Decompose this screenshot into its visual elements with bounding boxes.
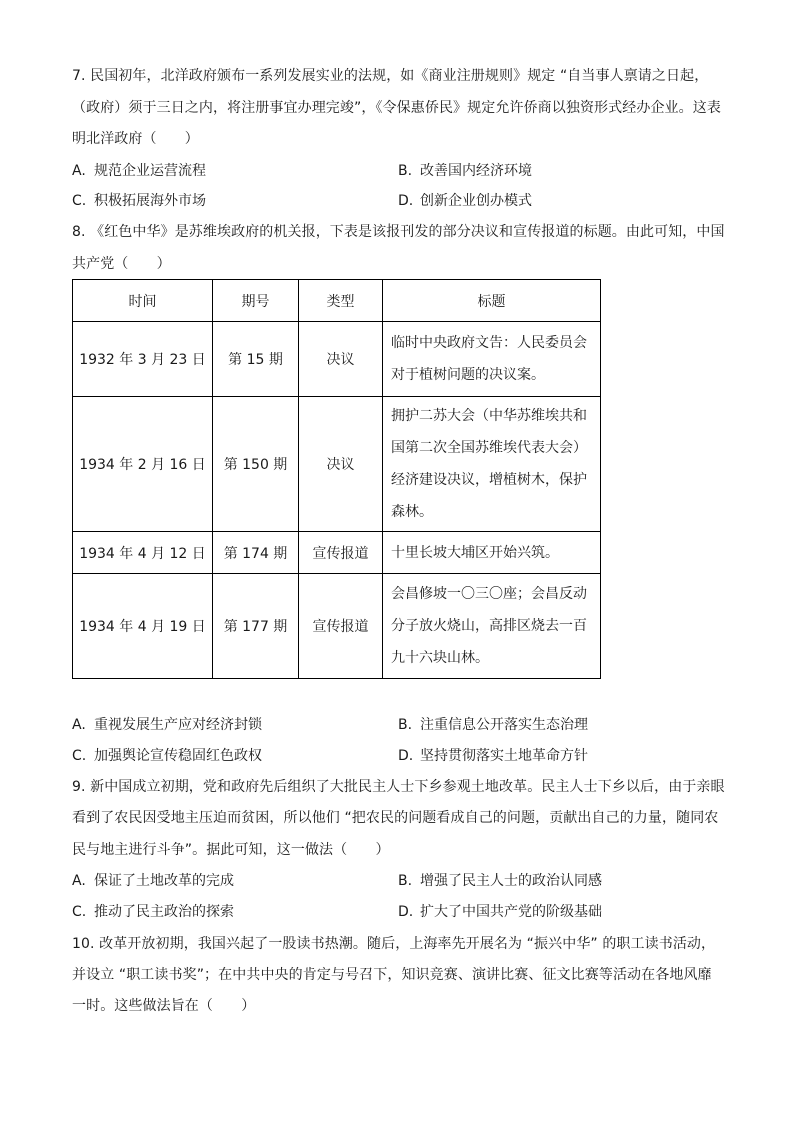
option-key: A.	[72, 163, 86, 179]
cell-title	[383, 574, 601, 679]
q8-stem-line-1: 8. 《红色中华》是苏维埃政府的机关报，下表是该报刊发的部分决议和宣传报道的标题。由此可知，中国	[72, 224, 725, 240]
option-text: 加强舆论宣传稳固红色政权	[94, 748, 262, 764]
q9-option-b[interactable]	[398, 871, 602, 891]
option-key: A.	[72, 873, 86, 889]
cell-date: 1934 年 2 月 16 日	[73, 397, 213, 532]
option-key: A.	[72, 717, 86, 733]
cell-date: 1932 年 3 月 23 日	[73, 322, 213, 397]
option-text: 保证了土地改革的完成	[94, 873, 234, 889]
q8-option-d[interactable]	[398, 746, 588, 766]
q8-option-b[interactable]	[398, 715, 588, 735]
option-text: 扩大了中国共产党的阶级基础	[420, 904, 602, 920]
cell-title	[383, 397, 601, 532]
cell-issue: 第 15 期	[213, 322, 299, 397]
table-row	[73, 574, 601, 679]
title-line: 十里长坡大埔区开始兴筑。	[391, 544, 559, 561]
title-line: 临时中央政府文告：人民委员会	[391, 335, 587, 351]
q9-option-d[interactable]	[398, 902, 602, 922]
option-key: D.	[398, 748, 414, 764]
table-header-row	[73, 280, 601, 322]
option-key: B.	[398, 163, 413, 179]
cell-type: 决议	[299, 397, 383, 532]
q8-option-a[interactable]	[72, 715, 262, 735]
table-row	[73, 397, 601, 532]
q7-option-b[interactable]	[398, 161, 532, 181]
header-title: 标题	[383, 280, 601, 322]
title-line: 九十六块山林。	[391, 650, 489, 666]
title-line: 对于植树问题的决议案。	[391, 367, 545, 383]
header-issue: 期号	[213, 280, 299, 322]
title-line: 国第二次全国苏维埃代表大会）	[391, 440, 587, 456]
q9-option-c[interactable]	[72, 902, 234, 922]
q9-option-a[interactable]	[72, 871, 234, 891]
q10-stem-line-1: 10. 改革开放初期，我国兴起了一股读书热潮。随后，上海率先开展名为 “振兴中华” 的职工读书活动，	[72, 936, 716, 952]
q9-stem-line-3: 民与地主进行斗争”。据此可知，这一做法（ ）	[72, 842, 390, 858]
option-text: 坚持贯彻落实土地革命方针	[420, 748, 588, 764]
q10-stem-line-3: 一时。这些做法旨在（ ）	[72, 998, 256, 1014]
cell-title	[383, 322, 601, 397]
title-line: 拥护二苏大会（中华苏维埃共和	[391, 408, 587, 424]
header-type: 类型	[299, 280, 383, 322]
option-text: 增强了民主人士的政治认同感	[420, 873, 602, 889]
option-text: 改善国内经济环境	[420, 163, 532, 179]
q9-stem-line-2: 看到了农民因受地主压迫而贫困，所以他们 “把农民的问题看成自己的问题，贡献出自己的力量，随同农	[72, 810, 719, 826]
option-text: 重视发展生产应对经济封锁	[94, 717, 262, 733]
option-text: 创新企业创办模式	[420, 193, 532, 209]
cell-type: 宣传报道	[299, 532, 383, 574]
q7-option-c[interactable]	[72, 191, 206, 211]
q7-option-a[interactable]	[72, 161, 206, 181]
option-text: 推动了民主政治的探索	[94, 904, 234, 920]
cell-date: 1934 年 4 月 19 日	[73, 574, 213, 679]
cell-title	[383, 532, 601, 574]
cell-issue: 第 177 期	[213, 574, 299, 679]
option-key: B.	[398, 717, 413, 733]
q8-stem-line-2: 共产党（ ）	[72, 256, 171, 272]
option-text: 积极拓展海外市场	[94, 193, 206, 209]
cell-type: 决议	[299, 322, 383, 397]
option-text: 注重信息公开落实生态治理	[420, 717, 588, 733]
title-line: 分子放火烧山，高排区烧去一百	[391, 618, 587, 634]
q8-option-c[interactable]	[72, 746, 262, 766]
q9-stem-line-1: 9. 新中国成立初期，党和政府先后组织了大批民主人士下乡参观土地改革。民主人士下乡以后，由于亲眼	[72, 779, 725, 795]
table-row	[73, 532, 601, 574]
header-date: 时间	[73, 280, 213, 322]
table-row	[73, 322, 601, 397]
option-key: C.	[72, 904, 87, 920]
title-line: 经济建设决议，增植树木，保护	[391, 472, 587, 488]
q7-option-d[interactable]	[398, 191, 532, 211]
option-text: 规范企业运营流程	[94, 163, 206, 179]
title-line: 会昌修坡一〇三〇座；会昌反动	[391, 586, 587, 602]
q10-stem-line-2: 并设立 “职工读书奖”；在中共中央的肯定与号召下，知识竞赛、演讲比赛、征文比赛等活动在各地风靡	[72, 967, 712, 983]
q8-newspaper-table	[72, 279, 601, 679]
option-key: D.	[398, 193, 414, 209]
q7-stem-line-1: 7. 民国初年，北洋政府颁布一系列发展实业的法规，如《商业注册规则》规定 “自当事人禀请之日起，	[72, 68, 709, 84]
cell-issue: 第 174 期	[213, 532, 299, 574]
cell-issue: 第 150 期	[213, 397, 299, 532]
option-key: C.	[72, 748, 87, 764]
title-line: 森林。	[391, 504, 433, 520]
option-key: D.	[398, 904, 414, 920]
option-key: C.	[72, 193, 87, 209]
q7-stem-line-2: （政府）须于三日之内，将注册事宜办理完竣”，《令保惠侨民》规定允许侨商以独资形式经办企业。这表	[72, 100, 721, 116]
cell-date: 1934 年 4 月 12 日	[73, 532, 213, 574]
q7-stem-line-3: 明北洋政府（ ）	[72, 131, 199, 147]
option-key: B.	[398, 873, 413, 889]
cell-type: 宣传报道	[299, 574, 383, 679]
